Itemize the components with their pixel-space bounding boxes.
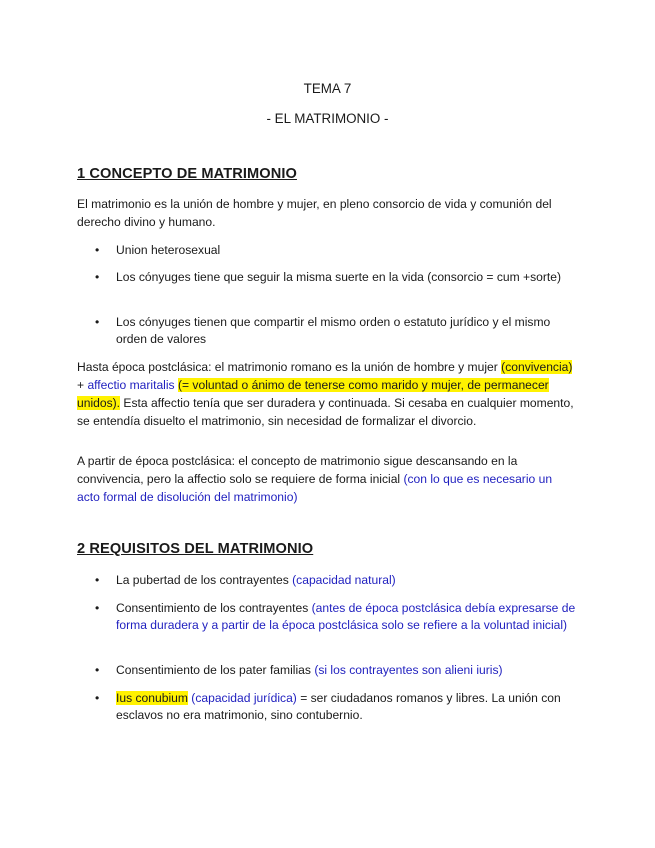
text-run: + <box>77 378 88 392</box>
list-item <box>77 600 577 634</box>
highlight-ius-conubium: Ius conubium <box>116 691 188 705</box>
section1-paragraph-3 <box>77 452 577 506</box>
list-item <box>77 690 577 724</box>
doc-title: TEMA 7 <box>303 81 352 96</box>
text-run: A partir de época postclásica: el concepto de matrimonio sigue descansando en la convivencia, pero la affectio solo se requiere de forma inicial <box>77 454 518 486</box>
text-run: Esta affectio tenía que ser duradera y continuada. Si cesaba en cualquier momento, se entendía disuelto el matrimonio, sin necesidad de formalizar el divorcio. <box>77 396 574 428</box>
list-item-text: Los cónyuges tiene que seguir la misma suerte en la vida (consorcio = cum +sorte) <box>116 270 562 284</box>
text-run: Hasta época postclásica: el matrimonio romano es la unión de hombre y mujer <box>77 360 502 374</box>
list-item <box>77 662 577 679</box>
bullet-icon: • <box>95 315 100 329</box>
list-item <box>77 572 577 589</box>
list-item <box>77 242 577 259</box>
list-item <box>77 269 577 286</box>
list-item-text: Los cónyuges tienen que compartir el mismo orden o estatuto jurídico y el mismo orden de valores <box>116 315 551 346</box>
affectio-maritalis-term: affectio maritalis <box>87 378 175 392</box>
section1-paragraph-2 <box>77 358 577 430</box>
list-item-text: = ser ciudadanos romanos y libres. La unión con esclavos no era matrimonio, sino contubernio. <box>116 691 561 722</box>
list-item-text: Consentimiento de los pater familias <box>116 663 315 677</box>
bullet-icon: • <box>95 270 100 284</box>
blue-note: (capacidad natural) <box>292 573 396 587</box>
bullet-icon: • <box>95 691 100 705</box>
section2-bullet-list-2 <box>77 600 577 634</box>
section1-bullet-list-3 <box>77 314 577 348</box>
list-item <box>77 314 577 348</box>
section1-bullet-list <box>77 242 577 259</box>
bullet-icon: • <box>95 601 100 615</box>
doc-subtitle: - EL MATRIMONIO - <box>266 111 389 126</box>
list-item-text: La pubertad de los contrayentes <box>116 573 293 587</box>
section2-bullet-list-4 <box>77 690 577 724</box>
bullet-icon: • <box>95 243 100 257</box>
highlight-convivencia: (convivencia) <box>501 360 573 374</box>
blue-note: (con lo que es necesario un acto formal de disolución del matrimonio) <box>77 472 553 504</box>
highlight-definition: (= voluntad o ánimo de tenerse como marido y mujer, de permanecer unidos). <box>77 378 549 410</box>
section1-intro: El matrimonio es la unión de hombre y mujer, en pleno consorcio de vida y comunión del derecho divino y humano. <box>77 197 552 229</box>
bullet-icon: • <box>95 663 100 677</box>
blue-note: (si los contrayentes son alieni iuris) <box>314 663 503 677</box>
section2-heading: 2 REQUISITOS DEL MATRIMONIO <box>77 541 314 557</box>
section1-bullet-list-2 <box>77 269 577 286</box>
list-item-text: Union heterosexual <box>116 243 221 257</box>
blue-note: (antes de época postclásica debía expresarse de forma duradera y a partir de la época postclásica solo se refiere a la voluntad inicial) <box>116 601 576 632</box>
section1-heading: 1 CONCEPTO DE MATRIMONIO <box>77 166 297 182</box>
blue-note: (capacidad jurídica) <box>187 691 297 705</box>
bullet-icon: • <box>95 573 100 587</box>
section2-bullet-list-3 <box>77 662 577 679</box>
section2-bullet-list <box>77 572 577 589</box>
list-item-text: Consentimiento de los contrayentes <box>116 601 312 615</box>
